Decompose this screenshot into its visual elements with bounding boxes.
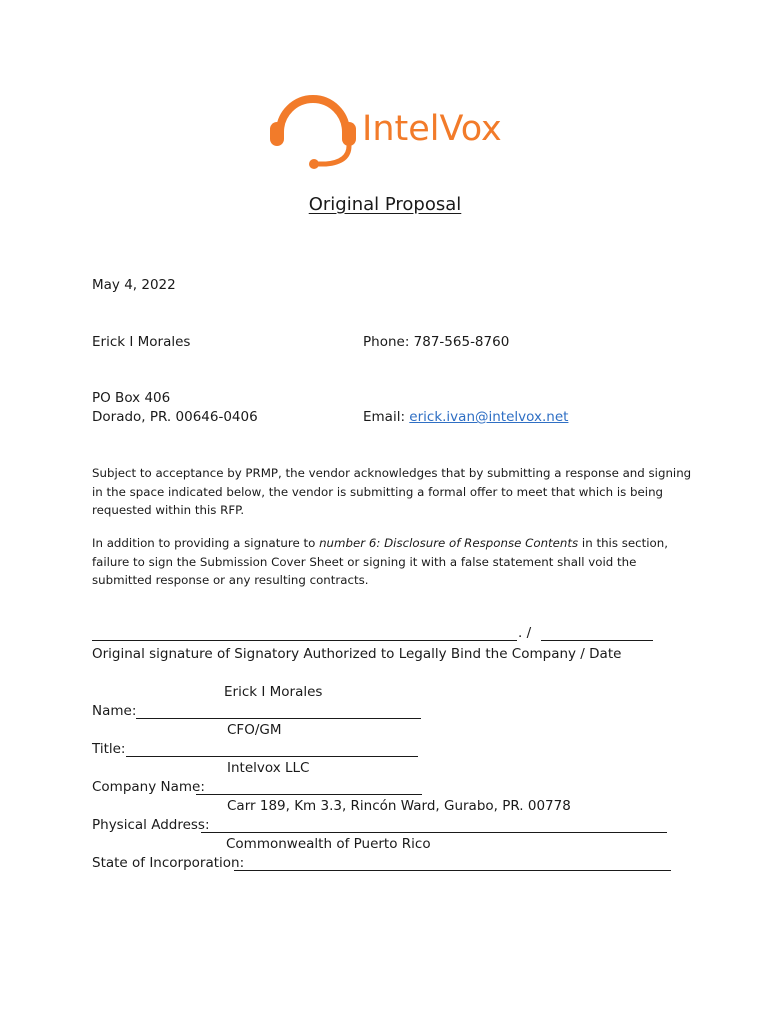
disclosure-text-end: in this section, failure to sign the Submission Cover Sheet or signing it with a false statement shall void the submitted response or any resulting contracts. [92, 536, 668, 587]
acceptance-paragraph: Subject to acceptance by PRMP, the vendor acknowledges that by submitting a response and signing in the space indicated below, the vendor is submitting a formal offer to meet that which is being requested within this RFP. [92, 466, 692, 517]
company-label: Company Name: [92, 779, 205, 795]
contact-phone: Phone: 787-565-8760 [363, 334, 510, 350]
headset-icon [270, 99, 356, 169]
address-value: Carr 189, Km 3.3, Rincón Ward, Gurabo, PR. 00778 [227, 798, 571, 814]
email-label: Email: [363, 409, 410, 425]
address-label: Physical Address: [92, 817, 210, 833]
name-line[interactable] [136, 718, 421, 719]
disclosure-text-start: In addition to providing a signature to [92, 536, 320, 550]
date-line[interactable] [541, 640, 653, 641]
signature-line[interactable] [92, 640, 517, 641]
title-value: CFO/GM [227, 722, 282, 738]
state-value: Commonwealth of Puerto Rico [226, 836, 431, 852]
contact-email-row [363, 409, 568, 425]
company-line[interactable] [196, 794, 422, 795]
address-line-2: Dorado, PR. 00646-0406 [92, 409, 258, 425]
name-value: Erick I Morales [224, 684, 323, 700]
page-title: Original Proposal [308, 194, 462, 215]
document-date: May 4, 2022 [92, 277, 176, 293]
logo-wordmark: IntelVox [362, 109, 502, 149]
state-line[interactable] [234, 870, 671, 871]
contact-name: Erick I Morales [92, 334, 191, 350]
state-label: State of Incorporation: [92, 855, 245, 871]
title-line[interactable] [126, 756, 418, 757]
disclosure-paragraph [92, 534, 692, 590]
address-line[interactable] [201, 832, 667, 833]
address-line-1: PO Box 406 [92, 390, 171, 406]
signature-caption: Original signature of Signatory Authorized to Legally Bind the Company / Date [92, 646, 622, 662]
title-label: Title: [92, 741, 126, 757]
signature-date-separator: . / [518, 625, 532, 641]
name-label: Name: [92, 703, 137, 719]
disclosure-reference: number 6: Disclosure of Response Contents [319, 536, 579, 550]
email-link[interactable]: erick.ivan@intelvox.net [409, 409, 569, 425]
company-value: Intelvox LLC [227, 760, 310, 776]
